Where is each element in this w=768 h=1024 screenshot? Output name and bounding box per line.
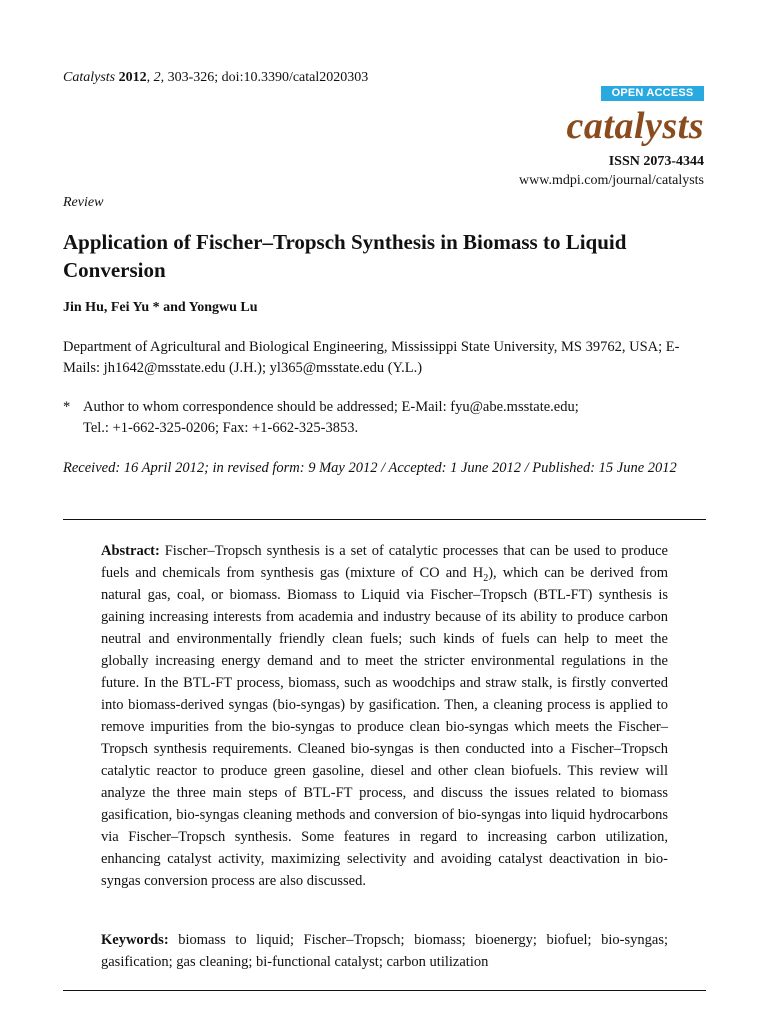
journal-logo-text: catalysts [566, 105, 704, 147]
correspondence-line-1: Author to whom correspondence should be addressed; E-Mail: fyu@abe.msstate.edu; [83, 399, 579, 415]
open-access-badge: OPEN ACCESS [601, 86, 704, 101]
citation-rest: , 303-326; doi:10.3390/catal2020303 [160, 70, 369, 85]
correspondence-line-2: Tel.: +1-662-325-0206; Fax: +1-662-325-3853. [83, 420, 359, 436]
citation-line: Catalysts 2012, 2, 303-326; doi:10.3390/catal2020303 [63, 70, 369, 85]
bottom-divider [63, 990, 706, 991]
correspondence-note [63, 397, 703, 439]
paper-title: Application of Fischer–Tropsch Synthesis in Biomass to Liquid Conversion [63, 230, 627, 282]
keywords [101, 929, 668, 973]
correspondence-marker: * [63, 399, 71, 415]
abstract-text-part-1: Fischer–Tropsch synthesis is a set of catalytic processes that can be used to produce fuels and chemicals from synthesis gas (mixture of CO and H [101, 543, 668, 581]
author-list: Jin Hu, Fei Yu * and Yongwu Lu [63, 300, 258, 315]
issn: ISSN 2073-4344 [608, 154, 704, 169]
citation-year: 2012 [118, 70, 147, 85]
abstract-label: Abstract: [101, 543, 160, 559]
affiliation: Department of Agricultural and Biological Engineering, Mississippi State University, MS 39762, USA; E-Mails: jh1642@msstate.edu (J.H.); yl365@msstate.edu (Y.L.) [63, 339, 680, 376]
article-type: Review [63, 195, 104, 210]
keywords-text: biomass to liquid; Fischer–Tropsch; biomass; bioenergy; biofuel; bio-syngas; gasification; gas cleaning; bi-functional catalyst; carbon utilization [101, 932, 668, 970]
abstract-text-part-2: ), which can be derived from natural gas, coal, or biomass. Biomass to Liquid via Fischer–Tropsch (BTL-FT) synthesis is gaining increasing interests from academia and industry because of its ability to produce carbon neutral and environmentally friendly clean fuels; such kinds of fuels can help to meet the globally increasing energy demand and to meet the stricter environmental regulations in the future. In the BTL-FT process, biomass, such as woodchips and straw stalk, is firstly converted into biomass-derived syngas (bio-syngas) by gasification. Then, a cleaning process is applied to remove impurities from the bio-syngas to produce clean bio-syngas which meets the Fischer–Tropsch synthesis requirements. Cleaned bio-syngas is then conducted into a Fischer–Tropsch catalytic reactor to produce green gasoline, diesel and other clean biofuels. This review will analyze the three main steps of BTL-FT process, and discuss the issues related to biomass gasification, bio-syngas cleaning methods and conversion of bio-syngas into liquid hydrocarbons via Fischer–Tropsch synthesis. Some features in regard to increasing carbon utilization, enhancing catalyst activity, maximizing selectivity and avoiding catalyst deactivation in bio-syngas conversion process are also discussed. [101, 565, 668, 889]
publication-dates: Received: 16 April 2012; in revised form: 9 May 2012 / Accepted: 1 June 2012 / Published: 15 June 2012 [63, 460, 677, 476]
top-divider [63, 519, 706, 520]
citation-journal: Catalysts [63, 70, 116, 85]
journal-url[interactable]: www.mdpi.com/journal/catalysts [519, 173, 704, 188]
abstract-subscript: 2 [483, 572, 489, 584]
abstract [101, 540, 668, 892]
citation-volume: 2 [153, 70, 161, 85]
keywords-label: Keywords: [101, 932, 169, 948]
